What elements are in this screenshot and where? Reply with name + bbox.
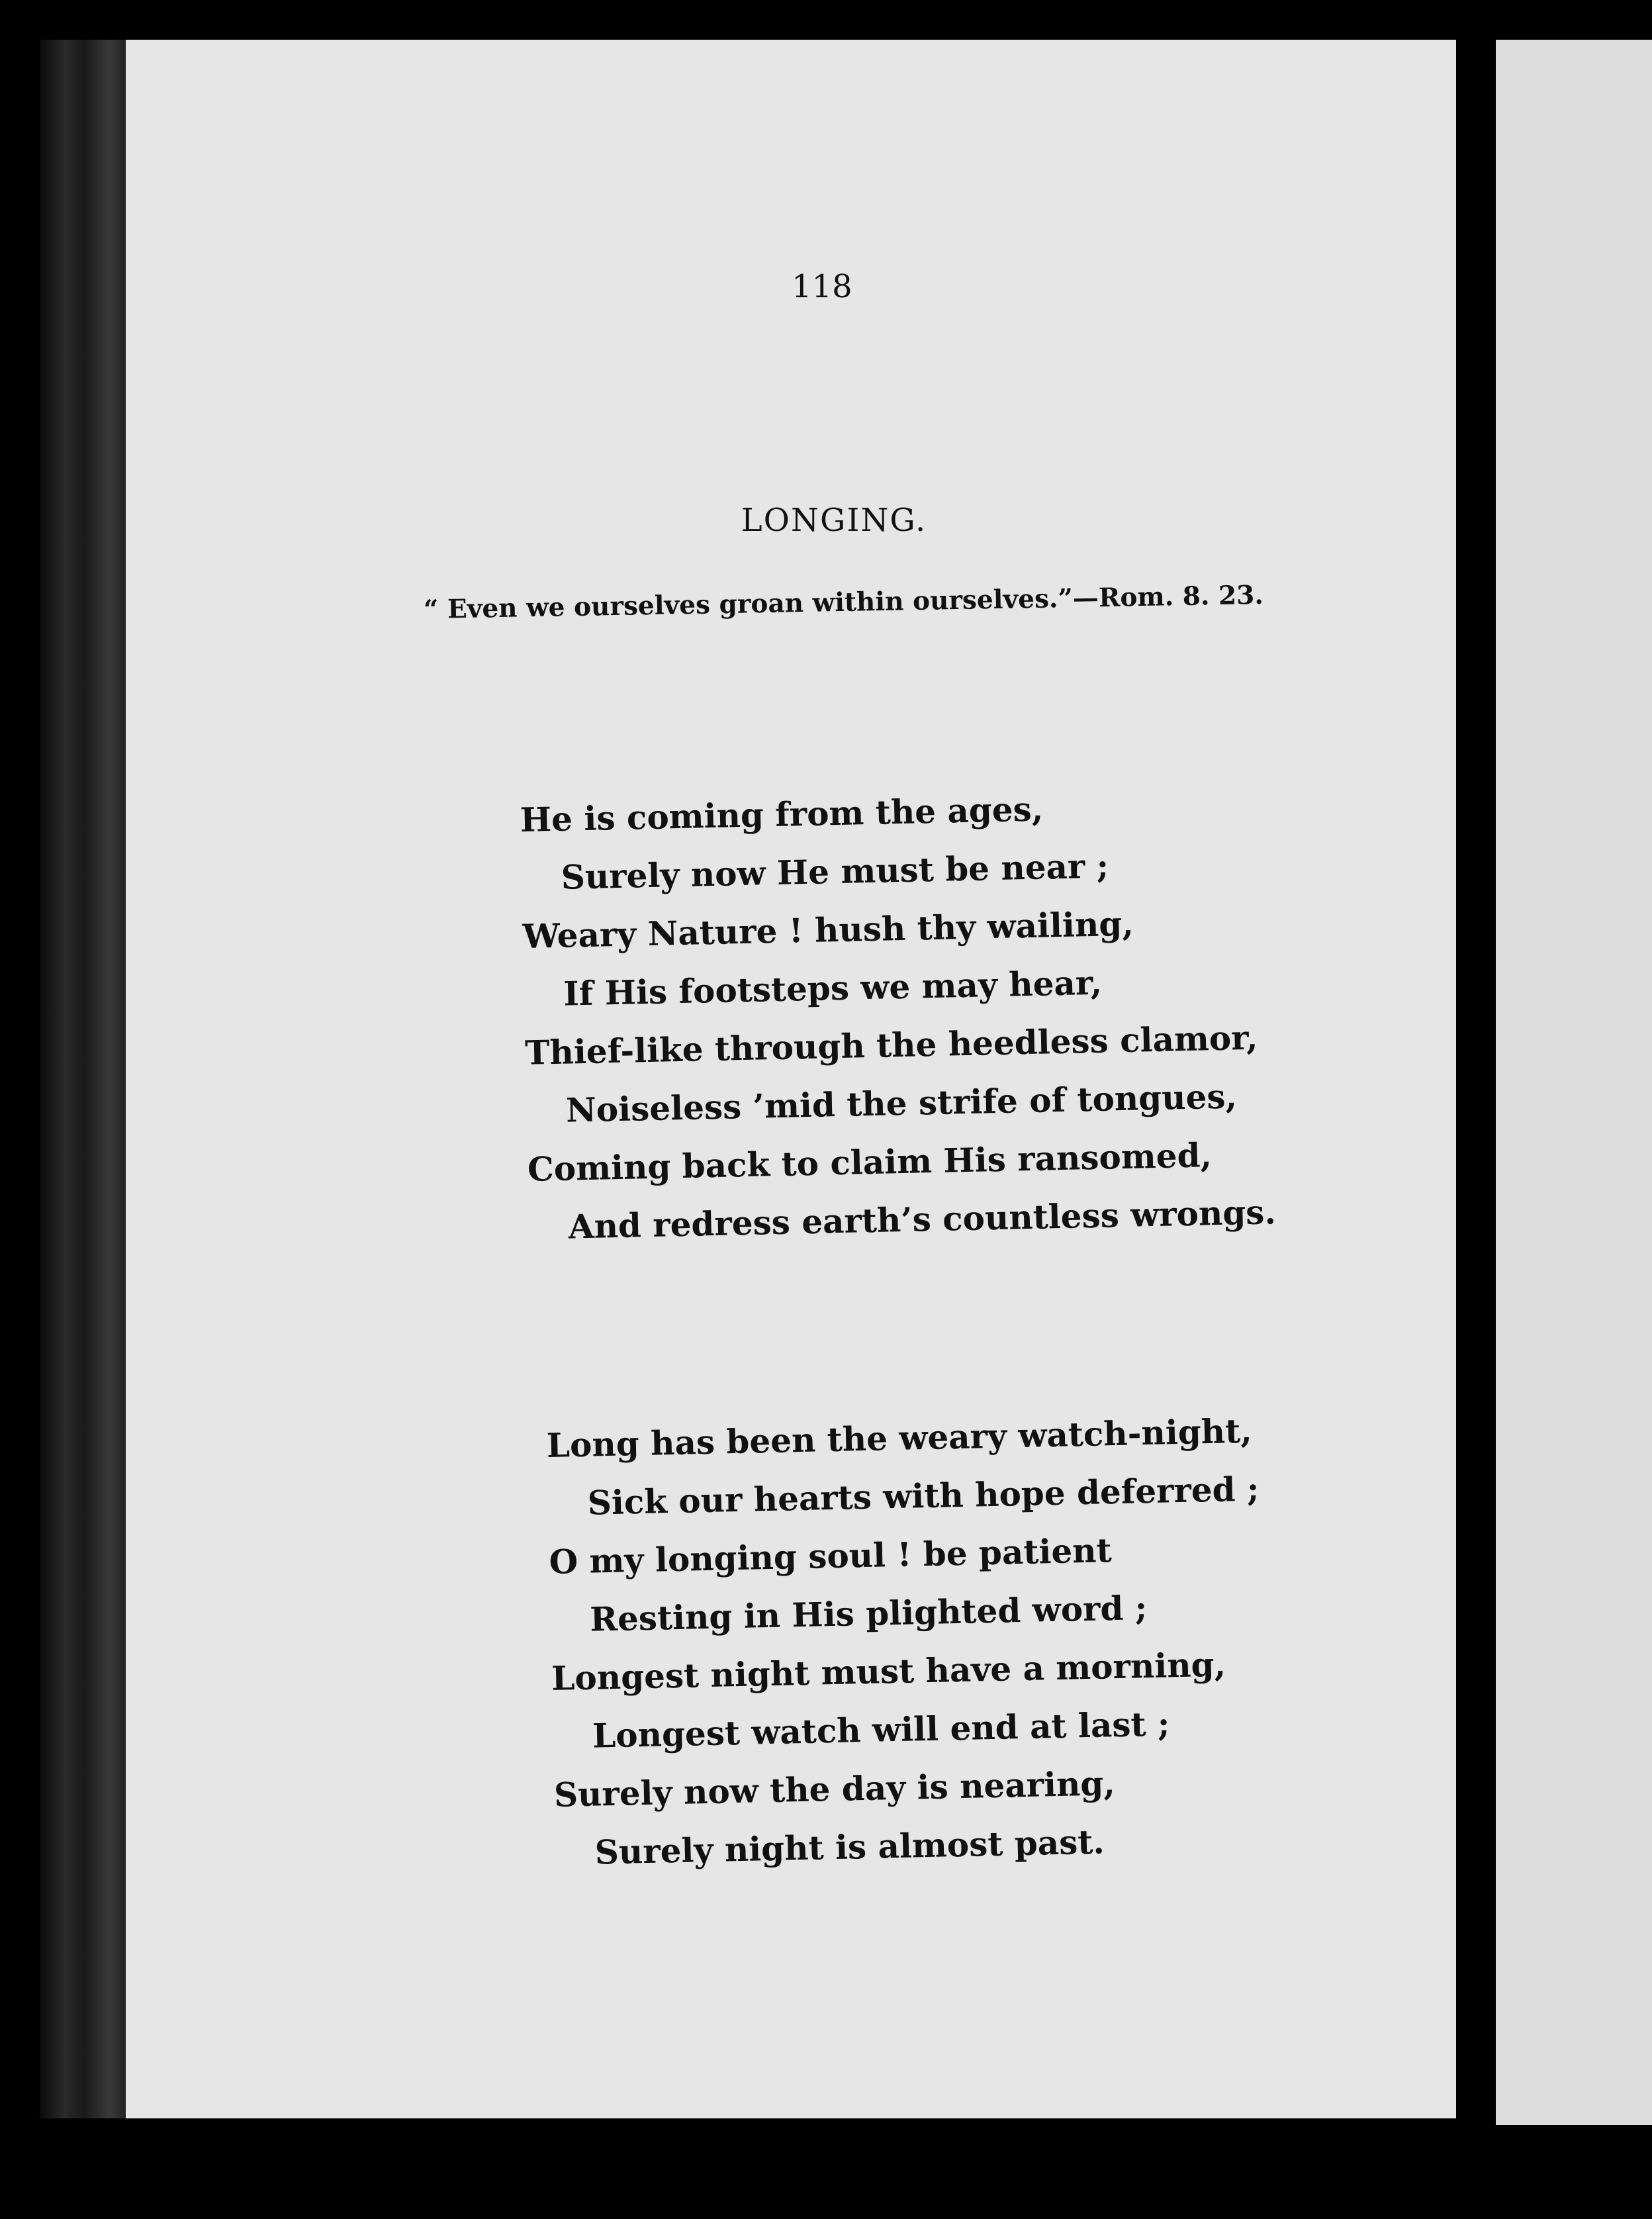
poem-line: Noiseless ’mid the strife of tongues, [565,1076,1238,1130]
poem-line: Sick our hearts with hope deferred ; [587,1469,1260,1523]
poem-line: Longest night must have a morning, [551,1644,1226,1698]
book-edge [40,40,139,2118]
poem-line: Surely now the day is nearing, [553,1764,1116,1815]
book-gutter [1456,26,1496,2145]
poem-line: Long has been the weary watch-night, [546,1411,1253,1465]
poem-line: Surely night is almost past. [594,1822,1105,1872]
stanza-1 [520,775,1277,1256]
poem-line: And redress earth’s countless wrongs. [568,1192,1277,1247]
poem-line: Weary Nature ! hush thy wailing, [522,904,1134,956]
poem-line: O my longing soul ! be patient [548,1531,1113,1582]
poem-line: If His footsteps we may hear, [563,963,1103,1014]
poem-line: Surely now He must be near ; [561,846,1109,897]
poem-title: LONGING. [741,502,927,539]
poem-line: Longest watch will end at last ; [592,1704,1170,1756]
epigraph: “ Even we ourselves groan within ourselves.”—Rom. 8. 23. [423,579,1264,625]
poem-line: Thief-like through the heedless clamor, [524,1017,1258,1072]
poem-line: Coming back to claim His ransomed, [527,1135,1213,1189]
stanza-2 [546,1401,1267,1882]
facing-page-edge [1496,40,1652,2125]
page-number: 118 [792,268,852,305]
poem-line: He is coming from the ages, [520,789,1044,839]
poem-line: Resting in His plighted word ; [589,1588,1148,1639]
